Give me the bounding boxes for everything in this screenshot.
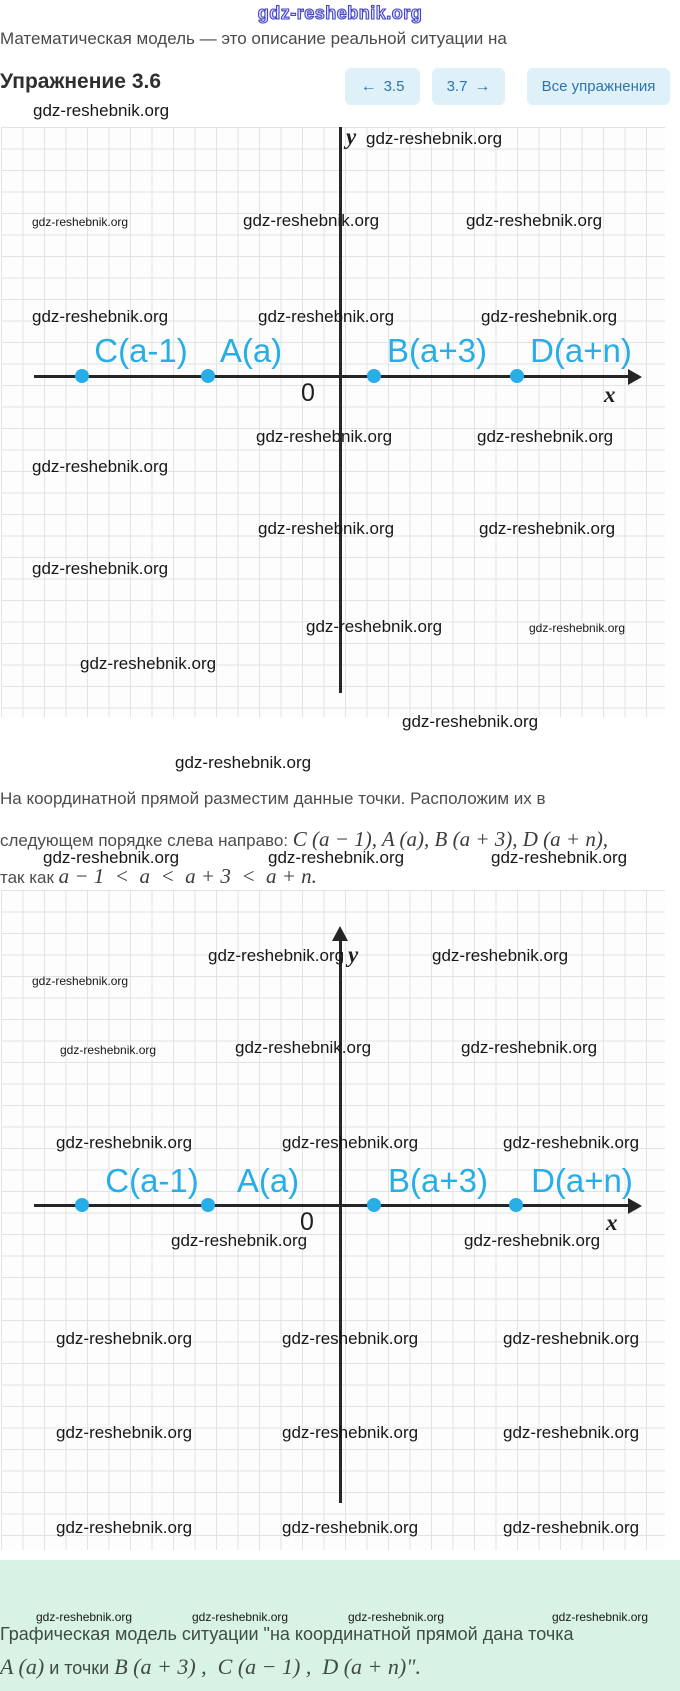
origin-label: 0 — [300, 1208, 314, 1236]
watermark: gdz-reshebnik.org — [36, 1610, 133, 1624]
point-label-d: D(a+n) — [530, 332, 632, 369]
point-label-b: B(a+3) — [387, 332, 487, 369]
watermark: gdz-reshebnik.org — [171, 1231, 308, 1250]
point-label-d: D(a+n) — [531, 1162, 633, 1199]
watermark: gdz-reshebnik.org — [481, 307, 618, 326]
point-label-c: C(a-1) — [105, 1162, 199, 1199]
prev-exercise-button[interactable] — [345, 68, 420, 105]
coordinate-graph-2 — [1, 890, 665, 1550]
answer-box — [0, 1560, 680, 1691]
watermark: gdz-reshebnik.org — [235, 1038, 372, 1057]
x-axis-line — [34, 1204, 630, 1207]
point-label-a: A(a) — [236, 1162, 300, 1199]
watermark: gdz-reshebnik.org — [32, 215, 129, 229]
y-axis-line — [339, 940, 342, 1503]
math-expression: a − 1 < a < a + 3 < a + n. — [58, 864, 317, 888]
prev-exercise-label: 3.5 — [383, 78, 405, 95]
watermark: gdz-reshebnik.org — [432, 946, 569, 965]
intro-text: Математическая модель — это описание реальной ситуации на — [0, 29, 507, 48]
y-axis-arrow-icon — [332, 926, 348, 941]
y-axis-label: y — [348, 942, 359, 967]
watermark: gdz-reshebnik.org — [80, 654, 217, 673]
math-expression: A (a) — [0, 1654, 45, 1679]
right-arrow-icon: → — [474, 77, 491, 95]
watermark: gdz-reshebnik.org — [256, 427, 393, 446]
watermark: gdz-reshebnik.org — [552, 1610, 649, 1624]
watermark: gdz-reshebnik.org — [258, 307, 395, 326]
watermark: gdz-reshebnik.org — [56, 1423, 193, 1442]
point-dot-d — [510, 369, 524, 383]
point-dot-b — [367, 1198, 381, 1212]
answer-line-1: Графическая модель ситуации "на координатной прямой дана точка — [0, 1624, 574, 1644]
watermark: gdz-reshebnik.org — [477, 427, 614, 446]
watermark: gdz-reshebnik.org — [43, 848, 180, 867]
watermark: gdz-reshebnik.org — [208, 946, 345, 965]
math-expression: B (a + 3) , C (a − 1) , D (a + n)". — [114, 1654, 421, 1679]
watermark: gdz-reshebnik.org — [464, 1231, 601, 1250]
watermark: gdz-reshebnik.org — [348, 1610, 445, 1624]
watermark: gdz-reshebnik.org — [461, 1038, 598, 1057]
watermark: gdz-reshebnik.org — [243, 211, 380, 230]
watermark: gdz-reshebnik.org — [60, 1043, 157, 1057]
watermark: gdz-reshebnik.org — [306, 617, 443, 636]
x-axis-arrow-icon — [628, 369, 642, 385]
x-axis-line — [34, 375, 630, 378]
point-label-a: A(a) — [219, 332, 283, 369]
next-exercise-label: 3.7 — [446, 78, 468, 95]
math-expression: C (a − 1), A (a), B (a + 3), D (a + n), — [292, 827, 609, 851]
watermark: gdz-reshebnik.org — [56, 1518, 193, 1537]
all-exercises-button[interactable] — [527, 68, 670, 105]
watermark: gdz-reshebnik.org — [32, 457, 169, 476]
point-dot-d — [509, 1198, 523, 1212]
watermark: gdz-reshebnik.org — [466, 211, 603, 230]
watermark: gdz-reshebnik.org — [192, 1610, 289, 1624]
page-title: Упражнение 3.6 — [0, 70, 162, 93]
site-watermark-logo: gdz-reshebnik.org — [257, 3, 423, 23]
point-dot-c — [75, 1198, 89, 1212]
watermark: gdz-reshebnik.org — [503, 1329, 640, 1348]
watermark: gdz-reshebnik.org — [366, 129, 503, 148]
watermark: gdz-reshebnik.org — [402, 712, 539, 731]
watermark: gdz-reshebnik.org — [503, 1423, 640, 1442]
watermark: gdz-reshebnik.org — [56, 1329, 193, 1348]
left-arrow-icon: ← — [360, 77, 377, 95]
solution-line-1: На координатной прямой разместим данные точки. Расположим их в — [0, 789, 546, 808]
x-axis-label: x — [604, 382, 616, 407]
all-exercises-label: Все упражнения — [541, 78, 656, 95]
watermark: gdz-reshebnik.org — [32, 559, 169, 578]
watermark: gdz-reshebnik.org — [282, 1518, 419, 1537]
y-axis-label: y — [346, 124, 357, 149]
point-label-c: C(a-1) — [94, 332, 188, 369]
watermark: gdz-reshebnik.org — [282, 1329, 419, 1348]
point-dot-a — [201, 1198, 215, 1212]
watermark: gdz-reshebnik.org — [33, 101, 170, 120]
point-dot-a — [201, 369, 215, 383]
solution-line-2-text: следующем порядке слева направо: — [0, 831, 293, 850]
point-dot-b — [367, 369, 381, 383]
watermark: gdz-reshebnik.org — [529, 621, 626, 635]
answer-line-2 — [0, 1654, 421, 1680]
point-dot-c — [75, 369, 89, 383]
watermark: gdz-reshebnik.org — [258, 519, 395, 538]
origin-label: 0 — [301, 379, 315, 407]
watermark: gdz-reshebnik.org — [282, 1423, 419, 1442]
answer-line-2-text: и точки — [44, 1658, 115, 1678]
x-axis-label: x — [606, 1210, 618, 1235]
x-axis-arrow-icon — [628, 1198, 642, 1214]
watermark: gdz-reshebnik.org — [503, 1518, 640, 1537]
solution-line-3 — [0, 864, 317, 889]
watermark: gdz-reshebnik.org — [479, 519, 616, 538]
watermark: gdz-reshebnik.org — [175, 753, 312, 772]
watermark: gdz-reshebnik.org — [491, 848, 628, 867]
watermark: gdz-reshebnik.org — [32, 307, 169, 326]
watermark: gdz-reshebnik.org — [32, 974, 129, 988]
solution-line-3-text: так как — [0, 868, 59, 887]
point-label-b: B(a+3) — [388, 1162, 488, 1199]
watermark: gdz-reshebnik.org — [56, 1133, 193, 1152]
watermark: gdz-reshebnik.org — [282, 1133, 419, 1152]
next-exercise-button[interactable] — [432, 68, 505, 105]
watermark: gdz-reshebnik.org — [503, 1133, 640, 1152]
coordinate-graph-1 — [1, 124, 665, 717]
watermark: gdz-reshebnik.org — [268, 848, 405, 867]
